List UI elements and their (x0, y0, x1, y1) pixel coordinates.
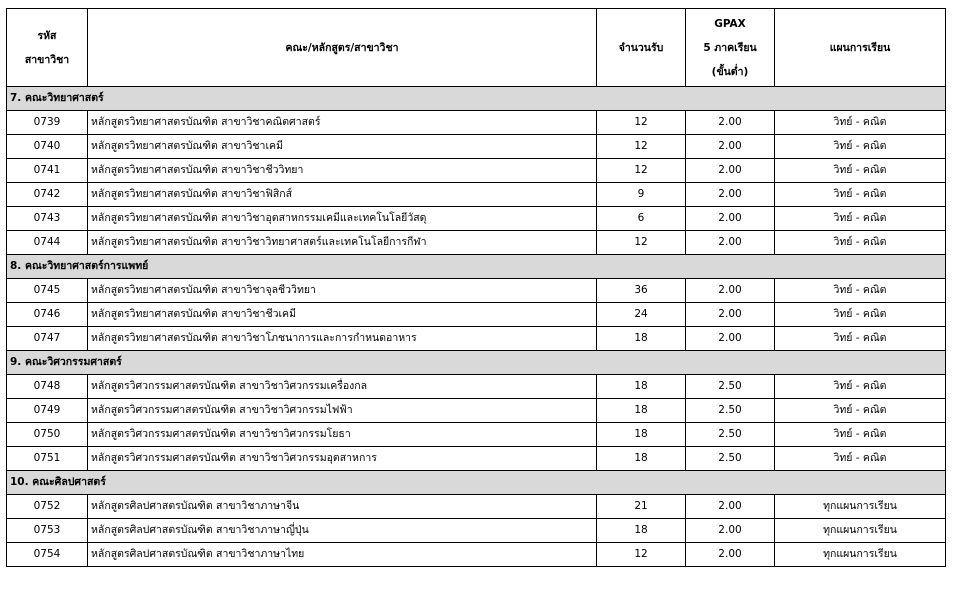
cell-code: 0740 (7, 135, 88, 159)
cell-seats: 24 (597, 303, 686, 327)
cell-seats: 18 (597, 519, 686, 543)
header-code-line2: สาขาวิชา (24, 53, 70, 66)
table-row (7, 111, 946, 135)
cell-code: 0748 (7, 375, 88, 399)
header-gpax-line1: GPAX (714, 17, 746, 30)
cell-code: 0751 (7, 447, 88, 471)
table-row (7, 495, 946, 519)
header-program: คณะ/หลักสูตร/สาขาวิชา (88, 9, 597, 87)
table-row (7, 399, 946, 423)
cell-plan: วิทย์ - คณิต (775, 183, 946, 207)
cell-code: 0739 (7, 111, 88, 135)
cell-code: 0743 (7, 207, 88, 231)
cell-program: หลักสูตรวิศวกรรมศาสตรบัณฑิต สาขาวิชาวิศวกรรมไฟฟ้า (88, 399, 597, 423)
cell-code: 0742 (7, 183, 88, 207)
cell-plan: วิทย์ - คณิต (775, 159, 946, 183)
cell-program: หลักสูตรวิทยาศาสตรบัณฑิต สาขาวิชาคณิตศาสตร์ (88, 111, 597, 135)
cell-seats: 36 (597, 279, 686, 303)
cell-code: 0750 (7, 423, 88, 447)
cell-program: หลักสูตรวิศวกรรมศาสตรบัณฑิต สาขาวิชาวิศวกรรมอุตสาหการ (88, 447, 597, 471)
cell-code: 0749 (7, 399, 88, 423)
cell-program: หลักสูตรวิศวกรรมศาสตรบัณฑิต สาขาวิชาวิศวกรรมโยธา (88, 423, 597, 447)
cell-seats: 18 (597, 423, 686, 447)
table-header-row (7, 9, 946, 87)
cell-gpax: 2.00 (686, 159, 775, 183)
cell-plan: วิทย์ - คณิต (775, 423, 946, 447)
table-row (7, 159, 946, 183)
cell-seats: 18 (597, 327, 686, 351)
cell-gpax: 2.00 (686, 495, 775, 519)
cell-seats: 12 (597, 231, 686, 255)
cell-gpax: 2.00 (686, 111, 775, 135)
table-row (7, 303, 946, 327)
cell-plan: วิทย์ - คณิต (775, 111, 946, 135)
header-gpax-line2: 5 ภาคเรียน (703, 41, 757, 54)
cell-program: หลักสูตรวิทยาศาสตรบัณฑิต สาขาวิชาอุตสาหกรรมเคมีและเทคโนโลยีวัสดุ (88, 207, 597, 231)
cell-gpax: 2.00 (686, 231, 775, 255)
table-row (7, 279, 946, 303)
table-row (7, 423, 946, 447)
cell-code: 0746 (7, 303, 88, 327)
cell-seats: 12 (597, 135, 686, 159)
cell-gpax: 2.50 (686, 375, 775, 399)
cell-gpax: 2.50 (686, 423, 775, 447)
header-gpax (686, 9, 775, 87)
header-plan: แผนการเรียน (775, 9, 946, 87)
table-row (7, 183, 946, 207)
cell-plan: วิทย์ - คณิต (775, 303, 946, 327)
cell-program: หลักสูตรวิทยาศาสตรบัณฑิต สาขาวิชาจุลชีววิทยา (88, 279, 597, 303)
cell-plan: วิทย์ - คณิต (775, 399, 946, 423)
cell-gpax: 2.00 (686, 303, 775, 327)
cell-gpax: 2.00 (686, 327, 775, 351)
cell-program: หลักสูตรวิทยาศาสตรบัณฑิต สาขาวิชาฟิสิกส์ (88, 183, 597, 207)
admissions-table (6, 8, 946, 567)
cell-plan: ทุกแผนการเรียน (775, 495, 946, 519)
section-row (7, 471, 946, 495)
cell-plan: วิทย์ - คณิต (775, 447, 946, 471)
cell-seats: 21 (597, 495, 686, 519)
cell-gpax: 2.00 (686, 543, 775, 567)
table-row (7, 447, 946, 471)
cell-code: 0747 (7, 327, 88, 351)
cell-code: 0753 (7, 519, 88, 543)
section-title: 10. คณะศิลปศาสตร์ (7, 471, 946, 495)
table-row (7, 135, 946, 159)
cell-gpax: 2.50 (686, 399, 775, 423)
section-row (7, 255, 946, 279)
cell-plan: ทุกแผนการเรียน (775, 543, 946, 567)
section-row (7, 87, 946, 111)
cell-program: หลักสูตรศิลปศาสตรบัณฑิต สาขาวิชาภาษาไทย (88, 543, 597, 567)
header-code (7, 9, 88, 87)
cell-program: หลักสูตรวิทยาศาสตรบัณฑิต สาขาวิชาชีวเคมี (88, 303, 597, 327)
cell-plan: วิทย์ - คณิต (775, 207, 946, 231)
cell-plan: ทุกแผนการเรียน (775, 519, 946, 543)
table-row (7, 231, 946, 255)
header-code-line1: รหัส (37, 29, 57, 42)
header-gpax-line3: (ขั้นต่ำ) (711, 65, 749, 78)
cell-code: 0744 (7, 231, 88, 255)
cell-program: หลักสูตรวิทยาศาสตรบัณฑิต สาขาวิชาโภชนาการและการกำหนดอาหาร (88, 327, 597, 351)
cell-program: หลักสูตรวิทยาศาสตรบัณฑิต สาขาวิชาวิทยาศาสตร์และเทคโนโลยีการกีฬา (88, 231, 597, 255)
cell-plan: วิทย์ - คณิต (775, 279, 946, 303)
cell-gpax: 2.00 (686, 135, 775, 159)
table-row (7, 543, 946, 567)
cell-gpax: 2.00 (686, 183, 775, 207)
cell-seats: 18 (597, 399, 686, 423)
cell-plan: วิทย์ - คณิต (775, 327, 946, 351)
cell-seats: 12 (597, 543, 686, 567)
section-row (7, 351, 946, 375)
cell-gpax: 2.00 (686, 519, 775, 543)
cell-gpax: 2.50 (686, 447, 775, 471)
table-row (7, 375, 946, 399)
section-title: 8. คณะวิทยาศาสตร์การแพทย์ (7, 255, 946, 279)
cell-seats: 18 (597, 447, 686, 471)
table-row (7, 519, 946, 543)
cell-seats: 12 (597, 159, 686, 183)
cell-code: 0752 (7, 495, 88, 519)
cell-plan: วิทย์ - คณิต (775, 375, 946, 399)
cell-program: หลักสูตรวิทยาศาสตรบัณฑิต สาขาวิชาเคมี (88, 135, 597, 159)
cell-plan: วิทย์ - คณิต (775, 231, 946, 255)
cell-plan: วิทย์ - คณิต (775, 135, 946, 159)
cell-code: 0754 (7, 543, 88, 567)
cell-code: 0745 (7, 279, 88, 303)
cell-gpax: 2.00 (686, 279, 775, 303)
cell-program: หลักสูตรศิลปศาสตรบัณฑิต สาขาวิชาภาษาจีน (88, 495, 597, 519)
header-seats: จำนวนรับ (597, 9, 686, 87)
section-title: 9. คณะวิศวกรรมศาสตร์ (7, 351, 946, 375)
cell-seats: 9 (597, 183, 686, 207)
table-row (7, 207, 946, 231)
cell-seats: 18 (597, 375, 686, 399)
cell-program: หลักสูตรวิศวกรรมศาสตรบัณฑิต สาขาวิชาวิศวกรรมเครื่องกล (88, 375, 597, 399)
section-title: 7. คณะวิทยาศาสตร์ (7, 87, 946, 111)
cell-seats: 6 (597, 207, 686, 231)
cell-program: หลักสูตรวิทยาศาสตรบัณฑิต สาขาวิชาชีววิทยา (88, 159, 597, 183)
cell-seats: 12 (597, 111, 686, 135)
cell-gpax: 2.00 (686, 207, 775, 231)
table-body (7, 87, 946, 567)
cell-code: 0741 (7, 159, 88, 183)
cell-program: หลักสูตรศิลปศาสตรบัณฑิต สาขาวิชาภาษาญี่ปุ่น (88, 519, 597, 543)
table-row (7, 327, 946, 351)
